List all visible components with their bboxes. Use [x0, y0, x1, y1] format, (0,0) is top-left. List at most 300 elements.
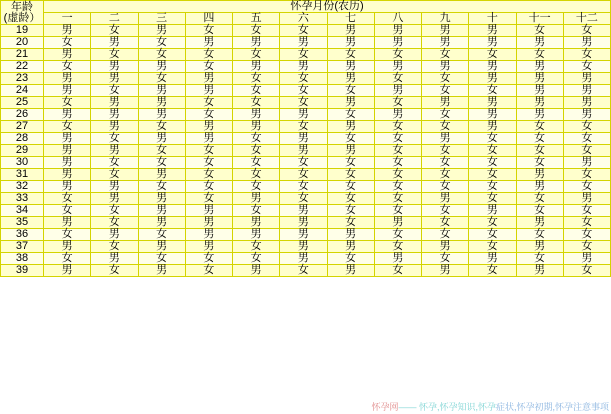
prediction-cell-age37-month2: 女 [91, 241, 138, 253]
prediction-cell-age19-month3: 男 [138, 25, 185, 37]
prediction-cell-age29-month3: 女 [138, 145, 185, 157]
prediction-cell-age31-month7: 女 [327, 169, 374, 181]
prediction-cell-age32-month3: 女 [138, 181, 185, 193]
prediction-cell-age24-month7: 女 [327, 85, 374, 97]
prediction-cell-age39-month11: 男 [516, 265, 563, 277]
corner-label-line1: 年龄 [11, 0, 33, 13]
prediction-cell-age38-month4: 女 [185, 253, 232, 265]
prediction-cell-age21-month2: 女 [91, 49, 138, 61]
prediction-cell-age30-month2: 女 [91, 157, 138, 169]
prediction-cell-age20-month8: 男 [374, 37, 421, 49]
month-header-4: 四 [185, 13, 232, 25]
prediction-cell-age24-month3: 男 [138, 85, 185, 97]
prediction-cell-age37-month8: 女 [374, 241, 421, 253]
prediction-cell-age33-month12: 男 [563, 193, 610, 205]
table-row [1, 169, 611, 181]
prediction-cell-age19-month11: 女 [516, 25, 563, 37]
prediction-cell-age20-month12: 男 [563, 37, 610, 49]
prediction-cell-age37-month6: 男 [280, 241, 327, 253]
prediction-cell-age32-month11: 男 [516, 181, 563, 193]
prediction-cell-age34-month3: 男 [138, 205, 185, 217]
month-header-5: 五 [233, 13, 280, 25]
prediction-cell-age30-month10: 女 [469, 157, 516, 169]
prediction-cell-age26-month9: 女 [422, 109, 469, 121]
prediction-cell-age36-month6: 男 [280, 229, 327, 241]
prediction-cell-age30-month11: 女 [516, 157, 563, 169]
prediction-cell-age24-month10: 女 [469, 85, 516, 97]
prediction-cell-age39-month4: 女 [185, 265, 232, 277]
prediction-cell-age27-month5: 男 [233, 121, 280, 133]
prediction-cell-age28-month11: 女 [516, 133, 563, 145]
prediction-cell-age28-month10: 女 [469, 133, 516, 145]
prediction-cell-age39-month5: 男 [233, 265, 280, 277]
prediction-cell-age31-month5: 女 [233, 169, 280, 181]
prediction-cell-age26-month2: 男 [91, 109, 138, 121]
age-label-37: 37 [1, 241, 44, 253]
table-row [1, 193, 611, 205]
prediction-cell-age19-month6: 女 [280, 25, 327, 37]
prediction-cell-age35-month3: 男 [138, 217, 185, 229]
prediction-cell-age38-month3: 女 [138, 253, 185, 265]
prediction-cell-age38-month9: 女 [422, 253, 469, 265]
prediction-cell-age28-month7: 女 [327, 133, 374, 145]
prediction-cell-age39-month6: 女 [280, 265, 327, 277]
prediction-cell-age30-month6: 女 [280, 157, 327, 169]
watermark [371, 400, 609, 413]
prediction-cell-age27-month11: 女 [516, 121, 563, 133]
prediction-cell-age24-month11: 男 [516, 85, 563, 97]
prediction-cell-age22-month2: 男 [91, 61, 138, 73]
watermark-right: 症状,怀孕初期,怀孕注意事项 [495, 402, 609, 412]
prediction-cell-age29-month7: 男 [327, 145, 374, 157]
prediction-cell-age26-month4: 女 [185, 109, 232, 121]
table-row [1, 181, 611, 193]
age-label-35: 35 [1, 217, 44, 229]
prediction-cell-age30-month5: 女 [233, 157, 280, 169]
age-label-20: 20 [1, 37, 44, 49]
age-label-36: 36 [1, 229, 44, 241]
prediction-cell-age23-month8: 女 [374, 73, 421, 85]
prediction-cell-age21-month8: 女 [374, 49, 421, 61]
table-row [1, 49, 611, 61]
prediction-cell-age35-month7: 女 [327, 217, 374, 229]
age-label-23: 23 [1, 73, 44, 85]
prediction-cell-age27-month3: 女 [138, 121, 185, 133]
month-header-2: 二 [91, 13, 138, 25]
table-row [1, 25, 611, 37]
prediction-cell-age19-month9: 男 [422, 25, 469, 37]
age-label-33: 33 [1, 193, 44, 205]
prediction-cell-age37-month7: 男 [327, 241, 374, 253]
prediction-cell-age31-month2: 女 [91, 169, 138, 181]
prediction-cell-age22-month6: 男 [280, 61, 327, 73]
month-header-7: 七 [327, 13, 374, 25]
prediction-cell-age23-month10: 男 [469, 73, 516, 85]
prediction-cell-age29-month12: 女 [563, 145, 610, 157]
prediction-cell-age37-month3: 男 [138, 241, 185, 253]
prediction-cell-age35-month2: 女 [91, 217, 138, 229]
prediction-cell-age20-month3: 女 [138, 37, 185, 49]
prediction-cell-age36-month2: 男 [91, 229, 138, 241]
prediction-cell-age27-month2: 男 [91, 121, 138, 133]
prediction-cell-age29-month4: 女 [185, 145, 232, 157]
prediction-cell-age38-month12: 男 [563, 253, 610, 265]
prediction-cell-age31-month8: 女 [374, 169, 421, 181]
table-row [1, 97, 611, 109]
prediction-cell-age28-month9: 男 [422, 133, 469, 145]
prediction-cell-age19-month5: 女 [233, 25, 280, 37]
prediction-cell-age33-month6: 女 [280, 193, 327, 205]
prediction-cell-age23-month7: 男 [327, 73, 374, 85]
table-row [1, 229, 611, 241]
prediction-cell-age38-month1: 女 [44, 253, 91, 265]
prediction-cell-age31-month3: 男 [138, 169, 185, 181]
prediction-cell-age29-month6: 男 [280, 145, 327, 157]
prediction-cell-age26-month3: 男 [138, 109, 185, 121]
prediction-cell-age35-month8: 男 [374, 217, 421, 229]
prediction-cell-age32-month4: 女 [185, 181, 232, 193]
prediction-cell-age38-month2: 男 [91, 253, 138, 265]
prediction-cell-age22-month10: 男 [469, 61, 516, 73]
prediction-cell-age24-month12: 男 [563, 85, 610, 97]
prediction-cell-age27-month4: 男 [185, 121, 232, 133]
prediction-cell-age23-month2: 男 [91, 73, 138, 85]
prediction-cell-age34-month2: 女 [91, 205, 138, 217]
prediction-cell-age25-month6: 女 [280, 97, 327, 109]
prediction-cell-age19-month10: 男 [469, 25, 516, 37]
prediction-cell-age21-month1: 男 [44, 49, 91, 61]
prediction-cell-age22-month1: 女 [44, 61, 91, 73]
prediction-cell-age34-month5: 女 [233, 205, 280, 217]
prediction-cell-age20-month11: 男 [516, 37, 563, 49]
prediction-cell-age34-month7: 女 [327, 205, 374, 217]
prediction-cell-age27-month6: 女 [280, 121, 327, 133]
prediction-cell-age32-month10: 女 [469, 181, 516, 193]
prediction-cell-age20-month2: 男 [91, 37, 138, 49]
age-label-19: 19 [1, 25, 44, 37]
prediction-cell-age28-month12: 女 [563, 133, 610, 145]
chart-table-body [1, 1, 611, 277]
table-row [1, 217, 611, 229]
prediction-cell-age29-month8: 女 [374, 145, 421, 157]
prediction-cell-age28-month2: 女 [91, 133, 138, 145]
prediction-cell-age26-month6: 男 [280, 109, 327, 121]
prediction-cell-age31-month6: 女 [280, 169, 327, 181]
prediction-cell-age36-month9: 女 [422, 229, 469, 241]
prediction-cell-age33-month10: 女 [469, 193, 516, 205]
month-header-row [1, 13, 611, 25]
page-title: 怀孕月份(农历) [44, 1, 611, 13]
prediction-cell-age33-month8: 女 [374, 193, 421, 205]
prediction-cell-age28-month3: 男 [138, 133, 185, 145]
prediction-cell-age23-month6: 女 [280, 73, 327, 85]
prediction-cell-age27-month10: 男 [469, 121, 516, 133]
prediction-cell-age21-month10: 女 [469, 49, 516, 61]
prediction-cell-age32-month5: 女 [233, 181, 280, 193]
age-label-24: 24 [1, 85, 44, 97]
prediction-cell-age26-month7: 女 [327, 109, 374, 121]
prediction-cell-age25-month12: 男 [563, 97, 610, 109]
prediction-cell-age39-month3: 男 [138, 265, 185, 277]
prediction-cell-age23-month4: 男 [185, 73, 232, 85]
month-header-8: 八 [374, 13, 421, 25]
prediction-cell-age21-month7: 女 [327, 49, 374, 61]
prediction-cell-age29-month2: 男 [91, 145, 138, 157]
prediction-cell-age22-month11: 男 [516, 61, 563, 73]
table-row [1, 109, 611, 121]
table-row [1, 73, 611, 85]
prediction-cell-age22-month5: 男 [233, 61, 280, 73]
prediction-cell-age33-month9: 男 [422, 193, 469, 205]
watermark-mid: —— 怀孕,怀孕知识,怀孕 [398, 402, 496, 412]
chart-title-row [1, 1, 611, 13]
prediction-cell-age25-month8: 女 [374, 97, 421, 109]
prediction-cell-age31-month4: 女 [185, 169, 232, 181]
prediction-cell-age22-month7: 男 [327, 61, 374, 73]
prediction-cell-age24-month2: 女 [91, 85, 138, 97]
prediction-cell-age21-month12: 女 [563, 49, 610, 61]
prediction-cell-age20-month9: 男 [422, 37, 469, 49]
prediction-cell-age36-month4: 男 [185, 229, 232, 241]
prediction-cell-age26-month10: 男 [469, 109, 516, 121]
prediction-cell-age36-month8: 女 [374, 229, 421, 241]
table-row [1, 265, 611, 277]
prediction-cell-age25-month1: 女 [44, 97, 91, 109]
month-header-12: 十二 [563, 13, 610, 25]
table-row [1, 205, 611, 217]
age-label-21: 21 [1, 49, 44, 61]
prediction-cell-age34-month12: 女 [563, 205, 610, 217]
axis-corner-label [1, 1, 44, 25]
prediction-cell-age19-month7: 男 [327, 25, 374, 37]
prediction-cell-age35-month6: 男 [280, 217, 327, 229]
prediction-cell-age35-month1: 男 [44, 217, 91, 229]
prediction-cell-age29-month10: 女 [469, 145, 516, 157]
prediction-cell-age20-month7: 男 [327, 37, 374, 49]
month-header-9: 九 [422, 13, 469, 25]
prediction-cell-age35-month10: 女 [469, 217, 516, 229]
prediction-cell-age23-month1: 男 [44, 73, 91, 85]
table-row [1, 133, 611, 145]
prediction-cell-age35-month9: 女 [422, 217, 469, 229]
prediction-cell-age30-month3: 女 [138, 157, 185, 169]
prediction-cell-age19-month4: 女 [185, 25, 232, 37]
prediction-cell-age32-month12: 女 [563, 181, 610, 193]
prediction-cell-age23-month5: 女 [233, 73, 280, 85]
prediction-cell-age34-month6: 男 [280, 205, 327, 217]
age-label-39: 39 [1, 265, 44, 277]
age-label-27: 27 [1, 121, 44, 133]
prediction-cell-age25-month11: 男 [516, 97, 563, 109]
prediction-cell-age25-month5: 女 [233, 97, 280, 109]
prediction-cell-age35-month5: 男 [233, 217, 280, 229]
prediction-cell-age28-month6: 男 [280, 133, 327, 145]
prediction-cell-age23-month11: 男 [516, 73, 563, 85]
prediction-cell-age22-month4: 女 [185, 61, 232, 73]
prediction-cell-age19-month8: 男 [374, 25, 421, 37]
prediction-cell-age30-month8: 女 [374, 157, 421, 169]
prediction-cell-age38-month6: 男 [280, 253, 327, 265]
prediction-cell-age28-month8: 女 [374, 133, 421, 145]
prediction-cell-age23-month3: 女 [138, 73, 185, 85]
table-row [1, 253, 611, 265]
prediction-cell-age36-month1: 女 [44, 229, 91, 241]
prediction-cell-age37-month10: 女 [469, 241, 516, 253]
prediction-cell-age37-month11: 男 [516, 241, 563, 253]
prediction-cell-age33-month7: 女 [327, 193, 374, 205]
prediction-cell-age26-month12: 男 [563, 109, 610, 121]
age-label-22: 22 [1, 61, 44, 73]
table-row [1, 157, 611, 169]
prediction-cell-age32-month7: 女 [327, 181, 374, 193]
prediction-cell-age24-month5: 女 [233, 85, 280, 97]
table-row [1, 37, 611, 49]
prediction-cell-age24-month8: 男 [374, 85, 421, 97]
prediction-cell-age38-month5: 女 [233, 253, 280, 265]
prediction-cell-age24-month6: 女 [280, 85, 327, 97]
prediction-cell-age33-month5: 男 [233, 193, 280, 205]
table-row [1, 85, 611, 97]
prediction-cell-age23-month12: 男 [563, 73, 610, 85]
prediction-cell-age34-month8: 女 [374, 205, 421, 217]
prediction-cell-age25-month2: 男 [91, 97, 138, 109]
month-header-1: 一 [44, 13, 91, 25]
watermark-left: 怀孕网 [371, 402, 399, 412]
prediction-cell-age39-month2: 女 [91, 265, 138, 277]
prediction-cell-age37-month4: 男 [185, 241, 232, 253]
prediction-cell-age37-month12: 女 [563, 241, 610, 253]
prediction-cell-age34-month11: 女 [516, 205, 563, 217]
prediction-cell-age37-month5: 女 [233, 241, 280, 253]
prediction-cell-age31-month12: 女 [563, 169, 610, 181]
prediction-cell-age38-month11: 女 [516, 253, 563, 265]
prediction-cell-age30-month4: 女 [185, 157, 232, 169]
prediction-cell-age36-month5: 男 [233, 229, 280, 241]
prediction-cell-age35-month12: 女 [563, 217, 610, 229]
prediction-cell-age25-month4: 女 [185, 97, 232, 109]
prediction-cell-age34-month1: 女 [44, 205, 91, 217]
prediction-cell-age38-month8: 男 [374, 253, 421, 265]
month-header-11: 十一 [516, 13, 563, 25]
table-row [1, 241, 611, 253]
prediction-cell-age27-month1: 女 [44, 121, 91, 133]
prediction-cell-age29-month1: 男 [44, 145, 91, 157]
prediction-cell-age20-month6: 男 [280, 37, 327, 49]
prediction-cell-age19-month12: 女 [563, 25, 610, 37]
prediction-cell-age21-month5: 女 [233, 49, 280, 61]
prediction-cell-age27-month12: 女 [563, 121, 610, 133]
prediction-cell-age21-month11: 女 [516, 49, 563, 61]
prediction-cell-age21-month4: 女 [185, 49, 232, 61]
prediction-cell-age28-month1: 男 [44, 133, 91, 145]
prediction-cell-age32-month2: 男 [91, 181, 138, 193]
prediction-cell-age27-month8: 女 [374, 121, 421, 133]
prediction-cell-age36-month3: 女 [138, 229, 185, 241]
prediction-cell-age39-month1: 男 [44, 265, 91, 277]
age-label-38: 38 [1, 253, 44, 265]
prediction-cell-age30-month7: 女 [327, 157, 374, 169]
age-label-25: 25 [1, 97, 44, 109]
prediction-cell-age20-month4: 男 [185, 37, 232, 49]
prediction-cell-age22-month9: 男 [422, 61, 469, 73]
prediction-cell-age36-month7: 男 [327, 229, 374, 241]
prediction-cell-age34-month10: 男 [469, 205, 516, 217]
prediction-cell-age33-month4: 女 [185, 193, 232, 205]
prediction-cell-age29-month11: 女 [516, 145, 563, 157]
prediction-cell-age32-month9: 女 [422, 181, 469, 193]
table-row [1, 121, 611, 133]
prediction-cell-age27-month9: 女 [422, 121, 469, 133]
prediction-cell-age26-month5: 男 [233, 109, 280, 121]
prediction-cell-age39-month10: 女 [469, 265, 516, 277]
age-label-29: 29 [1, 145, 44, 157]
prediction-cell-age29-month9: 女 [422, 145, 469, 157]
age-label-34: 34 [1, 205, 44, 217]
table-row [1, 145, 611, 157]
prediction-cell-age33-month2: 男 [91, 193, 138, 205]
prediction-cell-age19-month2: 女 [91, 25, 138, 37]
prediction-cell-age33-month11: 女 [516, 193, 563, 205]
prediction-cell-age22-month8: 男 [374, 61, 421, 73]
prediction-cell-age36-month11: 女 [516, 229, 563, 241]
prediction-cell-age31-month11: 男 [516, 169, 563, 181]
age-label-32: 32 [1, 181, 44, 193]
age-label-31: 31 [1, 169, 44, 181]
prediction-cell-age32-month6: 女 [280, 181, 327, 193]
prediction-cell-age21-month9: 女 [422, 49, 469, 61]
prediction-cell-age37-month1: 男 [44, 241, 91, 253]
prediction-cell-age39-month7: 男 [327, 265, 374, 277]
prediction-cell-age31-month10: 女 [469, 169, 516, 181]
age-label-26: 26 [1, 109, 44, 121]
prediction-cell-age35-month11: 男 [516, 217, 563, 229]
prediction-cell-age36-month10: 女 [469, 229, 516, 241]
prediction-cell-age21-month6: 女 [280, 49, 327, 61]
prediction-cell-age25-month3: 男 [138, 97, 185, 109]
prediction-cell-age38-month7: 女 [327, 253, 374, 265]
prediction-cell-age34-month4: 男 [185, 205, 232, 217]
prediction-cell-age31-month1: 男 [44, 169, 91, 181]
prediction-cell-age24-month4: 男 [185, 85, 232, 97]
prediction-cell-age31-month9: 女 [422, 169, 469, 181]
prediction-cell-age39-month8: 女 [374, 265, 421, 277]
age-label-28: 28 [1, 133, 44, 145]
prediction-cell-age27-month7: 男 [327, 121, 374, 133]
prediction-cell-age26-month8: 男 [374, 109, 421, 121]
prediction-cell-age30-month12: 男 [563, 157, 610, 169]
prediction-cell-age25-month9: 男 [422, 97, 469, 109]
prediction-cell-age39-month12: 女 [563, 265, 610, 277]
month-header-3: 三 [138, 13, 185, 25]
prediction-cell-age32-month8: 女 [374, 181, 421, 193]
prediction-cell-age37-month9: 男 [422, 241, 469, 253]
prediction-cell-age24-month1: 男 [44, 85, 91, 97]
prediction-cell-age32-month1: 男 [44, 181, 91, 193]
prediction-cell-age28-month4: 男 [185, 133, 232, 145]
prediction-cell-age30-month9: 女 [422, 157, 469, 169]
prediction-cell-age33-month1: 女 [44, 193, 91, 205]
prediction-cell-age19-month1: 男 [44, 25, 91, 37]
prediction-cell-age34-month9: 女 [422, 205, 469, 217]
prediction-cell-age22-month12: 女 [563, 61, 610, 73]
prediction-cell-age24-month9: 女 [422, 85, 469, 97]
prediction-cell-age20-month5: 男 [233, 37, 280, 49]
prediction-cell-age21-month3: 女 [138, 49, 185, 61]
prediction-cell-age20-month10: 男 [469, 37, 516, 49]
table-row [1, 61, 611, 73]
prediction-cell-age25-month10: 男 [469, 97, 516, 109]
prediction-cell-age33-month3: 男 [138, 193, 185, 205]
